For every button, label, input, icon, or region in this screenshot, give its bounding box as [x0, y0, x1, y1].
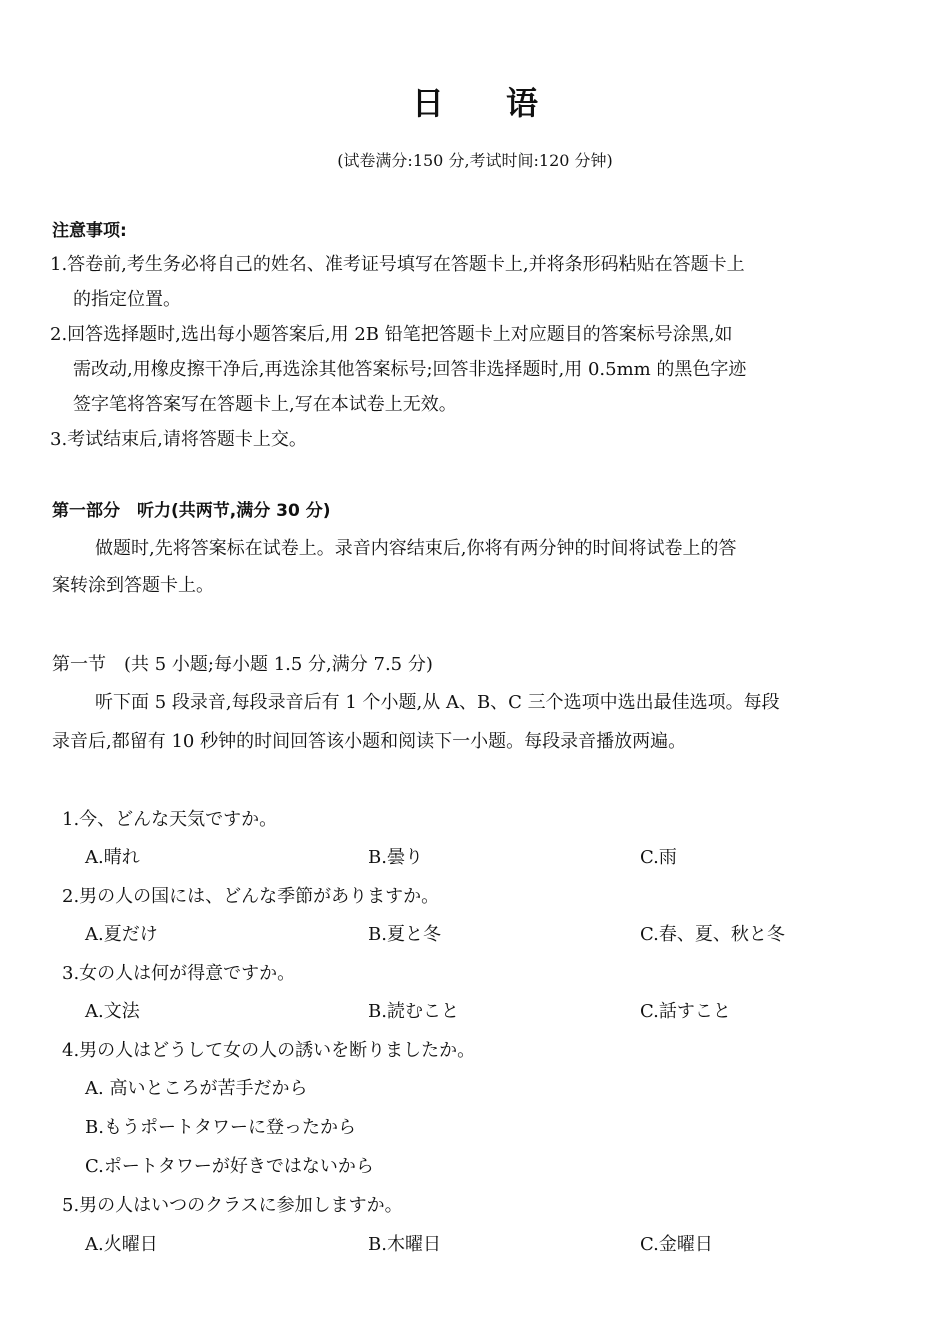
question-4-option-a: A. 高いところが苦手だから — [85, 1078, 308, 1099]
question-4: 4.男の人はどうして女の人の誘いを断りましたか。 — [62, 1040, 476, 1061]
question-5-option-b: B.木曜日 — [368, 1234, 441, 1255]
note-1-line-2: 的指定位置。 — [73, 289, 181, 310]
question-3-option-a: A.文法 — [85, 1001, 140, 1022]
section1-heading: 第一节 (共 5 小题;每小题 1.5 分,满分 7.5 分) — [52, 654, 433, 675]
note-2-line-3: 签字笔将答案写在答题卡上,写在本试卷上无效。 — [73, 394, 457, 415]
question-1-option-a: A.晴れ — [85, 847, 140, 868]
notes-heading: 注意事项: — [52, 221, 127, 241]
question-1: 1.今、どんな天気ですか。 — [62, 809, 278, 830]
question-2-option-c: C.春、夏、秋と冬 — [640, 924, 785, 945]
question-2: 2.男の人の国には、どんな季節がありますか。 — [62, 886, 440, 907]
note-3-line-1: 3.考试结束后,请将答题卡上交。 — [50, 429, 307, 450]
note-1-line-1: 1.答卷前,考生务必将自己的姓名、准考证号填写在答题卡上,并将条形码粘贴在答题卡上 — [50, 254, 745, 275]
part1-instruction-line-1: 做题时,先将答案标在试卷上。录音内容结束后,你将有两分钟的时间将试卷上的答 — [95, 538, 737, 559]
question-4-option-c: C.ポートタワーが好きではないから — [85, 1156, 374, 1177]
question-1-option-b: B.曇り — [368, 847, 423, 868]
section1-instruction-line-2: 录音后,都留有 10 秒钟的时间回答该小题和阅读下一小题。每段录音播放两遍。 — [52, 731, 687, 752]
question-2-option-b: B.夏と冬 — [368, 924, 441, 945]
question-5: 5.男の人はいつのクラスに参加しますか。 — [62, 1195, 403, 1216]
question-3: 3.女の人は何が得意ですか。 — [62, 963, 296, 984]
section1-instruction-line-1: 听下面 5 段录音,每段录音后有 1 个小题,从 A、B、C 三个选项中选出最佳选项。每段 — [95, 692, 780, 713]
note-2-line-1: 2.回答选择题时,选出每小题答案后,用 2B 铅笔把答题卡上对应题目的答案标号涂黑,如 — [50, 324, 733, 345]
exam-info: (试卷满分:150 分,考试时间:120 分钟) — [337, 151, 613, 170]
question-1-option-c: C.雨 — [640, 847, 677, 868]
note-2-line-2: 需改动,用橡皮擦干净后,再选涂其他答案标号;回答非选择题时,用 0.5mm 的黑色字迹 — [73, 359, 747, 380]
question-2-option-a: A.夏だけ — [85, 924, 158, 945]
question-5-option-c: C.金曜日 — [640, 1234, 713, 1255]
part1-instruction-line-2: 案转涂到答题卡上。 — [52, 575, 214, 596]
part1-heading: 第一部分 听力(共两节,满分 30 分) — [52, 501, 331, 521]
question-4-option-b: B.もうポートタワーに登ったから — [85, 1117, 356, 1138]
page-title: 日语 — [411, 84, 600, 122]
question-5-option-a: A.火曜日 — [85, 1234, 158, 1255]
question-3-option-b: B.読むこと — [368, 1001, 459, 1022]
question-3-option-c: C.話すこと — [640, 1001, 731, 1022]
